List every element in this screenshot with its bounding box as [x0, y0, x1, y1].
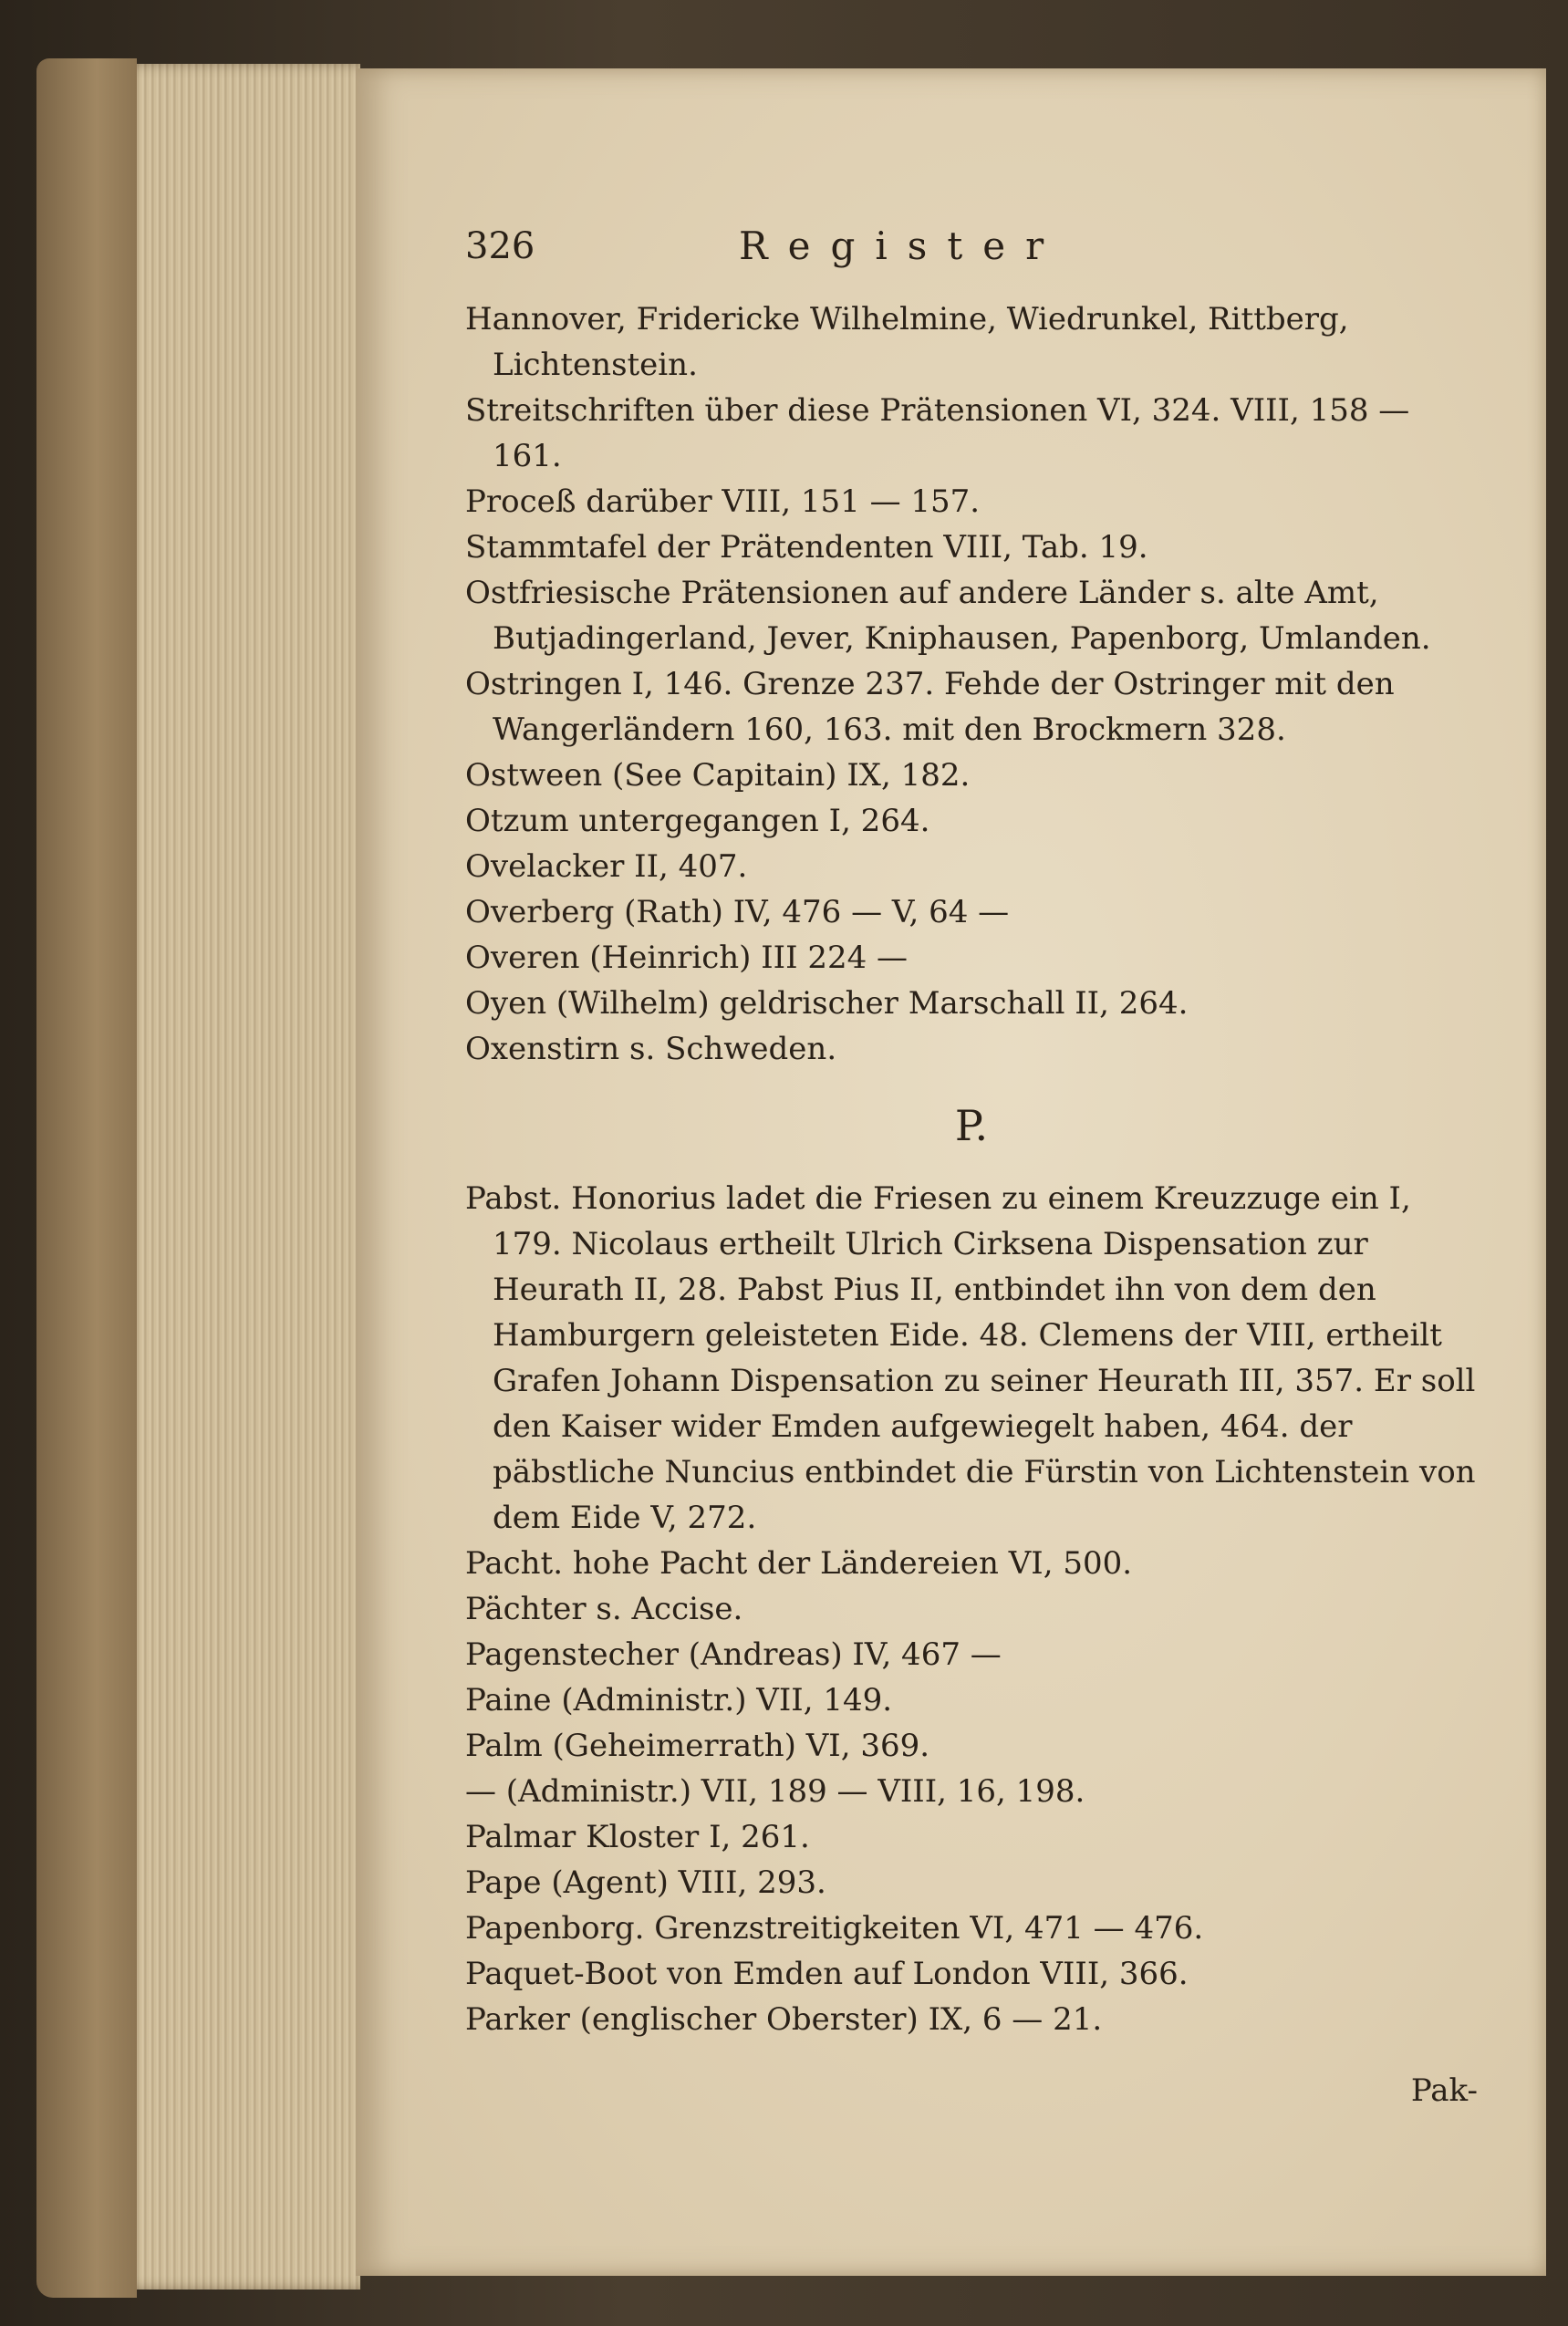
index-entry: Overen (Heinrich) III 224 — [465, 940, 909, 976]
index-entry: Palmar Kloster I, 261. [465, 1819, 810, 1855]
page-header [465, 223, 1478, 296]
index-entry: Ostween (See Capitain) IX, 182. [465, 757, 971, 794]
section-heading-p: P. [954, 1101, 989, 1150]
index-entry: Oyen (Wilhelm) geldrischer Marschall II, 264. [465, 985, 1189, 1022]
index-entry: Overberg (Rath) IV, 476 — V, 64 — [465, 894, 1010, 930]
entries-p [465, 1176, 1478, 2042]
index-entry: Ostringen I, 146. Grenze 237. Fehde der Ostringer mit den Wangerländern 160, 163. mit den Brockmern 328. [465, 666, 1395, 748]
book-page [356, 68, 1546, 2276]
index-entry: Palm (Geheimerrath) VI, 369. [465, 1728, 930, 1764]
index-entry: Proceß darüber VIII, 151 — 157. [465, 483, 981, 520]
index-entry: Papenborg. Grenzstreitigkeiten VI, 471 — 476. [465, 1910, 1204, 1947]
index-entry: Pabst. Honorius ladet die Friesen zu einem Kreuzzuge ein I, 179. Nicolaus ertheilt Ulrich Cirksena Dispensation zur Heurath II, 28. Pabst Pius II, entbindet ihn von dem den Hamburgern geleisteten Eide. 48. Clemens der VIII, ertheilt Grafen Johann Dispensation zu seiner Heurath III, 357. Er soll den Kaiser wider Emden aufgewiegelt haben, 464. der päbstliche Nuncius entbindet die Fürstin von Lichtenstein von dem Eide V, 272. [465, 1180, 1476, 1536]
index-entry: Ostfriesische Prätensionen auf andere Länder s. alte Amt, Butjadingerland, Jever, Kniphausen, Papenborg, Umlanden. [465, 575, 1431, 657]
index-entry: Pape (Agent) VIII, 293. [465, 1864, 826, 1901]
index-entry: Parker (englischer Oberster) IX, 6 — 21. [465, 2001, 1103, 2038]
index-entry: Paine (Administr.) VII, 149. [465, 1682, 893, 1719]
book-cover-edge [36, 58, 137, 2298]
entries-o [465, 296, 1478, 1072]
catchword: Pak- [1410, 2072, 1478, 2109]
index-entry: — (Administr.) VII, 189 — VIII, 16, 198. [465, 1773, 1085, 1810]
index-entry: Ovelacker II, 407. [465, 848, 748, 885]
index-entry: Stammtafel der Prätendenten VIII, Tab. 19. [465, 529, 1148, 566]
index-entry: Hannover, Fridericke Wilhelmine, Wiedrunkel, Rittberg, Lichtenstein. [465, 301, 1349, 383]
index-entry: Pächter s. Accise. [465, 1591, 743, 1627]
running-head: Register [739, 223, 1064, 268]
index-entry: Pagenstecher (Andreas) IV, 467 — [465, 1636, 1002, 1673]
index-entry: Pacht. hohe Pacht der Ländereien VI, 500. [465, 1545, 1133, 1582]
page-text-block [465, 223, 1478, 2113]
index-entry: Otzum untergegangen I, 264. [465, 803, 930, 839]
page-number: 326 [465, 225, 535, 267]
index-entry: Streitschriften über diese Prätensionen VI, 324. VIII, 158 — 161. [465, 392, 1410, 474]
index-entry: Paquet-Boot von Emden auf London VIII, 366. [465, 1956, 1189, 1992]
index-entry: Oxenstirn s. Schweden. [465, 1031, 837, 1067]
book-page-edges [46, 64, 360, 2290]
